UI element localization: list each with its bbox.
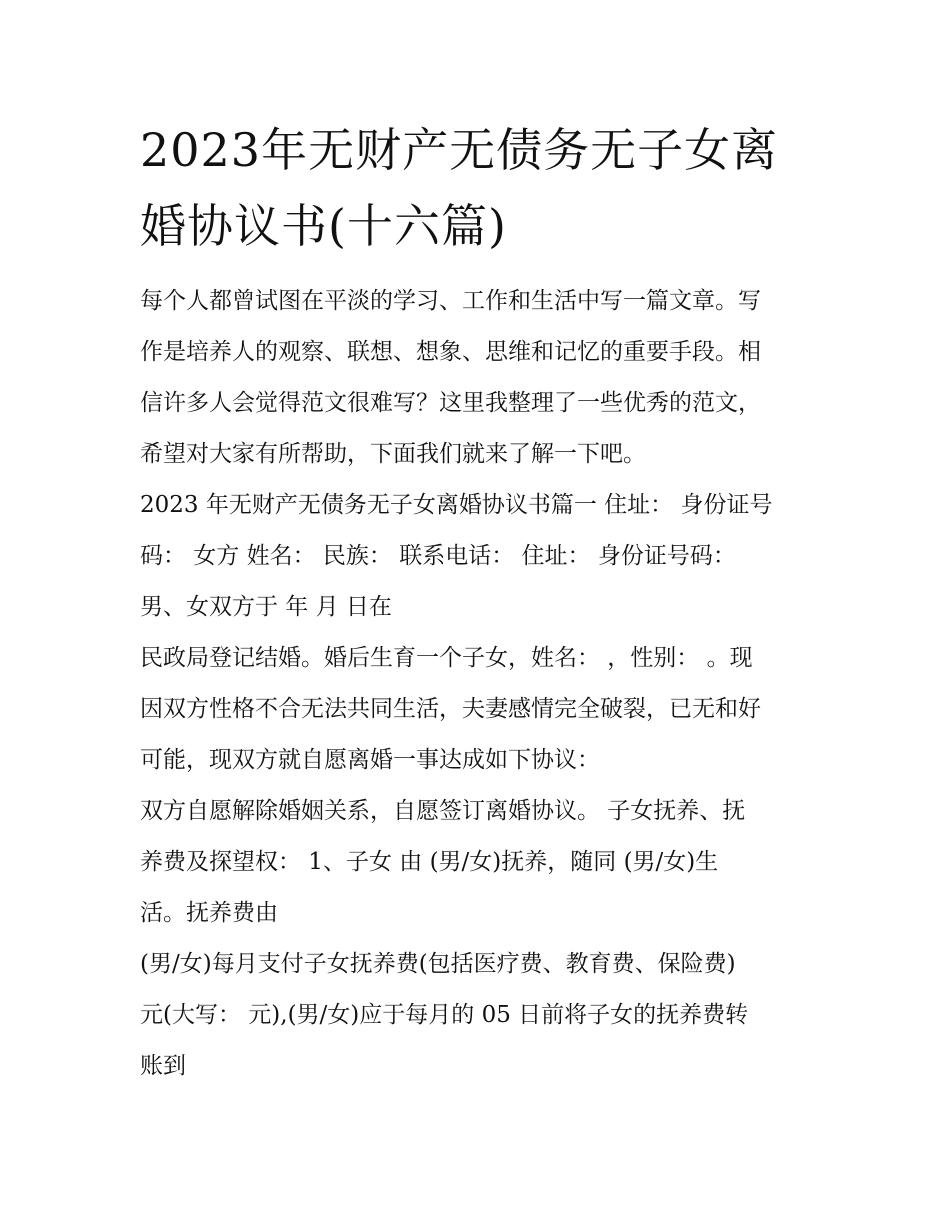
body-line: 活。抚养费由 (140, 900, 278, 926)
body-line: 码： 女方 姓名： 民族： 联系电话： 住址： 身份证号码： (140, 543, 736, 569)
body-line: 因双方性格不合无法共同生活，夫妻感情完全破裂，已无和好 (140, 696, 761, 722)
body-line: 信许多人会觉得范文很难写？这里我整理了一些优秀的范文， (140, 390, 761, 416)
body-line: 民政局登记结婚。婚后生育一个子女，姓名： ，性别： 。现 (140, 645, 753, 671)
body-line: 养费及探望权： 1、子女 由 (男/女)抚养，随同 (男/女)生 (140, 849, 719, 875)
body-line: 可能，现双方就自愿离婚一事达成如下协议： (140, 747, 600, 773)
body-line: 双方自愿解除婚姻关系，自愿签订离婚协议。 子女抚养、抚 (140, 798, 746, 824)
body-line: 希望对大家有所帮助，下面我们就来了解一下吧。 (140, 441, 646, 467)
document-title (140, 112, 830, 264)
body-line: 账到 (140, 1053, 186, 1079)
body-line: (男/女)每月支付子女抚养费(包括医疗费、教育费、保险费) (140, 951, 736, 977)
body-line: 元(大写： 元),(男/女)应于每月的 05 日前将子女的抚养费转 (140, 1002, 749, 1028)
body-line: 男、女双方于 年 月 日在 (140, 594, 392, 620)
body-line: 作是培养人的观察、联想、想象、思维和记忆的重要手段。相 (140, 339, 761, 365)
title-line: 2023年无财产无债务无子女离 (140, 123, 779, 177)
document-body (140, 276, 830, 1092)
title-line: 婚协议书(十六篇) (140, 199, 507, 253)
body-line: 每个人都曾试图在平淡的学习、工作和生活中写一篇文章。写 (140, 288, 761, 314)
body-line: 2023 年无财产无债务无子女离婚协议书篇一 住址： 身份证号 (140, 492, 773, 518)
